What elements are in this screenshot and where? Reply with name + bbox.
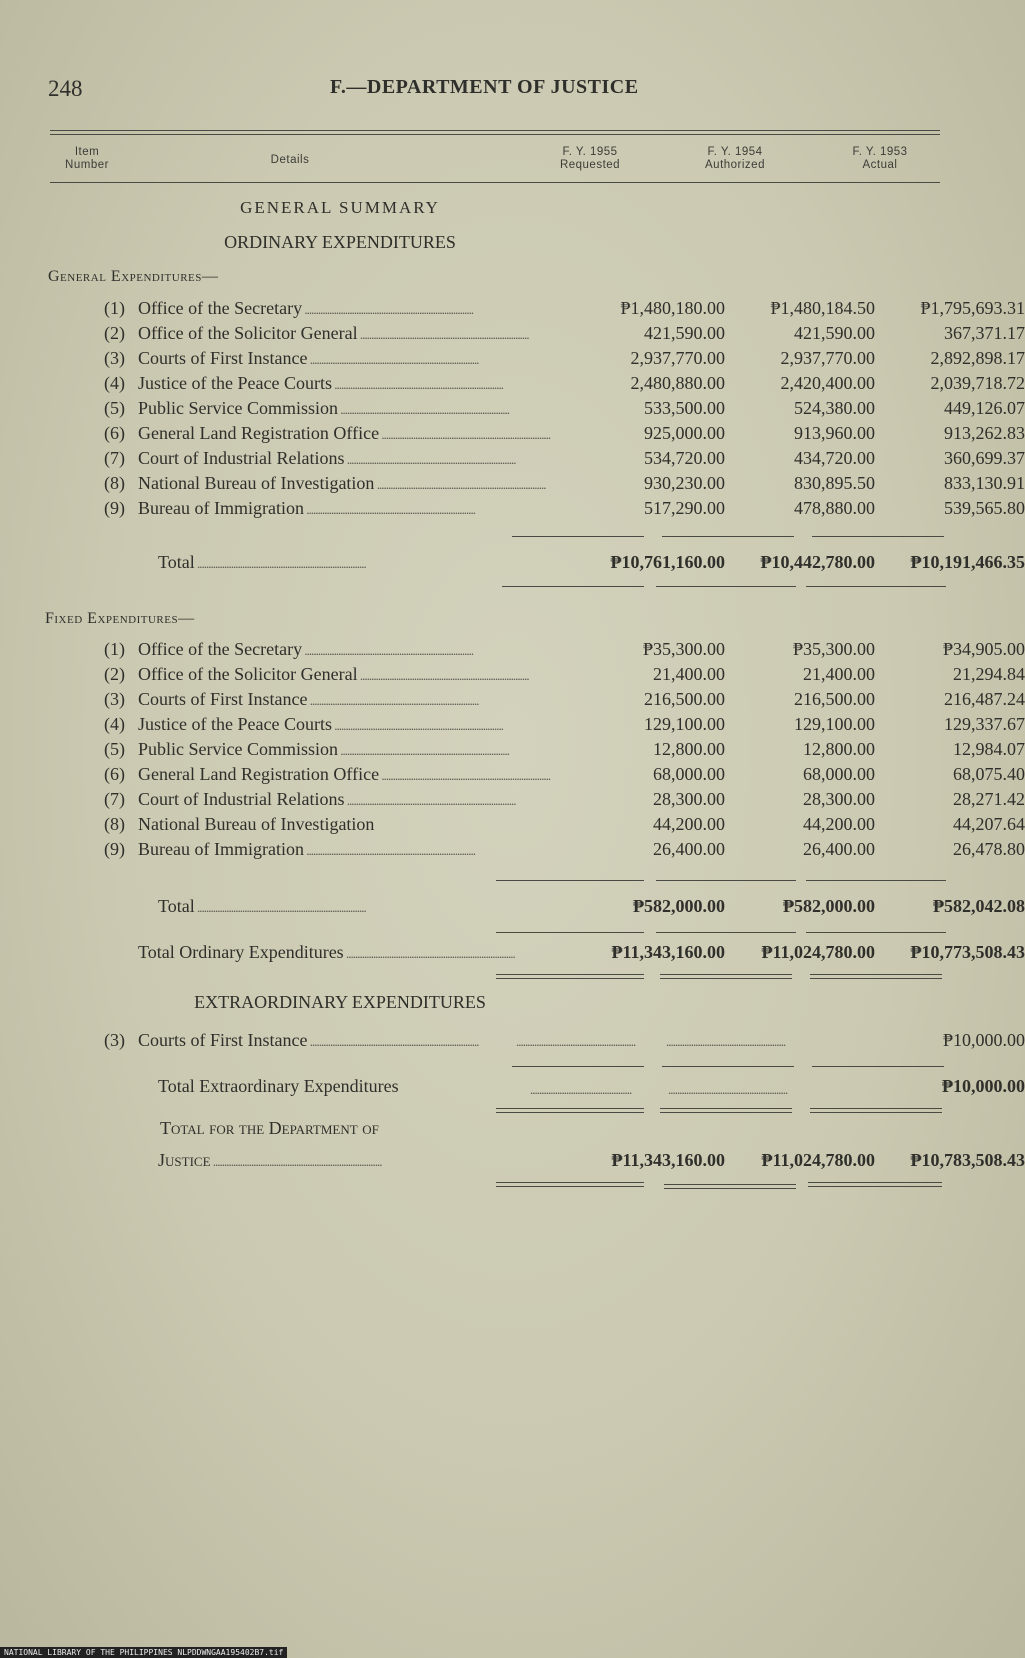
table-row bbox=[80, 396, 1025, 420]
item-detail: Office of the Secretary ..... bbox=[138, 296, 576, 322]
value-fy1954: 12,800.00 bbox=[803, 739, 875, 759]
table-row bbox=[80, 371, 1025, 395]
item-detail: Bureau of Immigration ..... bbox=[138, 496, 576, 522]
value-fy1954: 421,590.00 bbox=[794, 323, 875, 343]
value-fy1953: 539,565.80 bbox=[944, 498, 1025, 518]
value-fy1954: 68,000.00 bbox=[803, 764, 875, 784]
item-detail: Court of Industrial Relations ..... bbox=[138, 787, 576, 813]
double-rule-fy1955 bbox=[496, 1108, 644, 1113]
value-fy1953: 44,207.64 bbox=[953, 814, 1025, 834]
value-fy1955: 421,590.00 bbox=[644, 323, 725, 343]
item-number: (8) bbox=[104, 814, 125, 834]
total-label: Total Extraordinary Expenditures bbox=[158, 1076, 399, 1096]
total-label: Total for the Department of bbox=[160, 1118, 379, 1138]
value-fy1955: 21,400.00 bbox=[653, 664, 725, 684]
item-number: (9) bbox=[104, 498, 125, 518]
value-fy1953: 367,371.17 bbox=[944, 323, 1025, 343]
value-fy1955: 925,000.00 bbox=[644, 423, 725, 443]
item-number: (9) bbox=[104, 839, 125, 859]
item-number: (2) bbox=[104, 323, 125, 343]
total-fy1954: ₱11,024,780.00 bbox=[761, 1150, 875, 1170]
header-top-rule-2 bbox=[50, 134, 940, 135]
table-row bbox=[80, 837, 1025, 861]
value-fy1953: ₱10,000.00 bbox=[942, 1030, 1025, 1050]
value-fy1953: 216,487.24 bbox=[944, 689, 1025, 709]
value-fy1955: 2,937,770.00 bbox=[630, 348, 725, 368]
value-fy1954: ₱35,300.00 bbox=[792, 639, 875, 659]
value-fy1955: 44,200.00 bbox=[653, 814, 725, 834]
total-rule-fy1953 bbox=[806, 586, 946, 587]
blank-dots-fy1954: ..................................................... bbox=[666, 1034, 786, 1049]
item-detail: National Bureau of Investigation bbox=[138, 814, 375, 834]
value-fy1954: 26,400.00 bbox=[803, 839, 875, 859]
total-rule-fy1954 bbox=[656, 586, 796, 587]
table-row bbox=[80, 346, 1025, 370]
item-detail: Justice of the Peace Courts ..... bbox=[138, 712, 576, 738]
value-fy1954: 830,895.50 bbox=[794, 473, 875, 493]
grand-total-row bbox=[158, 1148, 1025, 1172]
total-label: Justice ..... bbox=[158, 1148, 494, 1174]
value-fy1953: 21,294.84 bbox=[953, 664, 1025, 684]
item-detail: General Land Registration Office ..... bbox=[138, 762, 576, 788]
double-rule-fy1954 bbox=[664, 1184, 796, 1189]
total-rule-fy1955 bbox=[496, 932, 644, 933]
subtotal-rule-fy1954 bbox=[662, 1066, 794, 1067]
total-fy1954: ₱10,442,780.00 bbox=[760, 552, 875, 572]
fixed-total-row bbox=[158, 894, 1025, 918]
item-number: (5) bbox=[104, 398, 125, 418]
total-fy1953: ₱10,773,508.43 bbox=[910, 942, 1025, 962]
table-row bbox=[80, 762, 1025, 786]
total-fy1955: ₱10,761,160.00 bbox=[610, 552, 725, 572]
double-rule-fy1953 bbox=[810, 1108, 942, 1113]
table-row bbox=[80, 687, 1025, 711]
item-detail: Public Service Commission ..... bbox=[138, 396, 576, 422]
running-head: F.—DEPARTMENT OF JUSTICE bbox=[330, 76, 639, 98]
item-detail: Office of the Solicitor General ..... bbox=[138, 321, 576, 347]
value-fy1953: 28,271.42 bbox=[953, 789, 1025, 809]
item-number: (3) bbox=[104, 689, 125, 709]
value-fy1954: 129,100.00 bbox=[794, 714, 875, 734]
value-fy1955: 12,800.00 bbox=[653, 739, 725, 759]
total-rule-fy1953 bbox=[806, 932, 946, 933]
subtotal-rule-fy1953 bbox=[812, 1066, 944, 1067]
header-bottom-rule bbox=[50, 182, 940, 183]
table-row bbox=[80, 637, 1025, 661]
total-fy1953: ₱10,783,508.43 bbox=[910, 1150, 1025, 1170]
table-row bbox=[80, 496, 1025, 520]
double-rule-fy1954 bbox=[660, 974, 792, 979]
item-number: (3) bbox=[104, 348, 125, 368]
value-fy1955: 2,480,880.00 bbox=[630, 373, 725, 393]
col-header-details: Details bbox=[270, 154, 310, 166]
col-header-fy1954: F. Y. 1954 Authorized bbox=[705, 146, 765, 171]
double-rule-fy1955 bbox=[496, 974, 644, 979]
item-detail: Justice of the Peace Courts ..... bbox=[138, 371, 576, 397]
value-fy1953: 360,699.37 bbox=[944, 448, 1025, 468]
item-number: (6) bbox=[104, 764, 125, 784]
total-fy1955: ₱11,343,160.00 bbox=[611, 942, 725, 962]
total-rule-fy1954 bbox=[656, 932, 796, 933]
subtotal-rule-fy1955 bbox=[512, 1066, 644, 1067]
item-detail: Court of Industrial Relations ..... bbox=[138, 446, 576, 472]
grand-total-label-line1 bbox=[160, 1116, 500, 1140]
item-detail: Courts of First Instance ..... bbox=[138, 1028, 558, 1054]
general-total-row bbox=[158, 550, 1025, 574]
item-detail: General Land Registration Office ..... bbox=[138, 421, 576, 447]
table-row bbox=[80, 296, 1025, 320]
total-label: Total ..... bbox=[158, 894, 494, 920]
ordinary-expenditures-title: ORDINARY EXPENDITURES bbox=[224, 232, 456, 252]
value-fy1955: 26,400.00 bbox=[653, 839, 725, 859]
table-row bbox=[80, 787, 1025, 811]
value-fy1955: ₱35,300.00 bbox=[642, 639, 725, 659]
table-row bbox=[80, 1028, 1025, 1052]
value-fy1954: 44,200.00 bbox=[803, 814, 875, 834]
item-number: (1) bbox=[104, 298, 125, 318]
value-fy1954: 913,960.00 bbox=[794, 423, 875, 443]
value-fy1954: 21,400.00 bbox=[803, 664, 875, 684]
table-row bbox=[80, 662, 1025, 686]
item-number: (1) bbox=[104, 639, 125, 659]
value-fy1953: 833,130.91 bbox=[944, 473, 1025, 493]
value-fy1955: 534,720.00 bbox=[644, 448, 725, 468]
header-top-rule bbox=[50, 130, 940, 131]
value-fy1953: 449,126.07 bbox=[944, 398, 1025, 418]
subtotal-rule-fy1953 bbox=[812, 536, 944, 537]
table-row bbox=[80, 471, 1025, 495]
total-fy1955: ₱11,343,160.00 bbox=[611, 1150, 725, 1170]
value-fy1955: 533,500.00 bbox=[644, 398, 725, 418]
item-number: (5) bbox=[104, 739, 125, 759]
value-fy1955: 216,500.00 bbox=[644, 689, 725, 709]
table-row bbox=[80, 421, 1025, 445]
scan-footer: NATIONAL LIBRARY OF THE PHILIPPINES NLPDDWNGAA195402B7.tif bbox=[0, 1647, 287, 1658]
total-fy1953: ₱10,191,466.35 bbox=[910, 552, 1025, 572]
value-fy1953: 26,478.80 bbox=[953, 839, 1025, 859]
table-row bbox=[80, 737, 1025, 761]
item-number: (3) bbox=[104, 1030, 125, 1050]
value-fy1954: 524,380.00 bbox=[794, 398, 875, 418]
item-detail: Office of the Solicitor General ..... bbox=[138, 662, 576, 688]
subtotal-rule-fy1955 bbox=[512, 536, 644, 537]
table-row bbox=[80, 812, 1025, 836]
table-row bbox=[80, 712, 1025, 736]
value-fy1954: 2,937,770.00 bbox=[780, 348, 875, 368]
total-label: Total ..... bbox=[158, 550, 494, 576]
value-fy1954: 216,500.00 bbox=[794, 689, 875, 709]
value-fy1955: 68,000.00 bbox=[653, 764, 725, 784]
value-fy1953: 129,337.67 bbox=[944, 714, 1025, 734]
item-detail: Public Service Commission ..... bbox=[138, 737, 576, 763]
value-fy1953: 12,984.07 bbox=[953, 739, 1025, 759]
item-detail: Courts of First Instance ..... bbox=[138, 687, 576, 713]
col-header-item: Item Number bbox=[65, 146, 109, 171]
col-header-fy1953: F. Y. 1953 Actual bbox=[852, 146, 908, 171]
double-rule-fy1953 bbox=[810, 974, 942, 979]
total-fy1955: ₱582,000.00 bbox=[633, 896, 725, 916]
total-fy1953: ₱582,042.08 bbox=[933, 896, 1025, 916]
item-number: (2) bbox=[104, 664, 125, 684]
item-number: (8) bbox=[104, 473, 125, 493]
value-fy1954: 478,880.00 bbox=[794, 498, 875, 518]
blank-dots-fy1954: ..................................................... bbox=[668, 1082, 788, 1097]
subtotal-rule-fy1954 bbox=[656, 880, 796, 881]
value-fy1954: 28,300.00 bbox=[803, 789, 875, 809]
general-expenditures-title: General Expenditures— bbox=[48, 268, 219, 285]
page-number: 248 bbox=[48, 76, 83, 101]
value-fy1955: 930,230.00 bbox=[644, 473, 725, 493]
item-detail: Bureau of Immigration ..... bbox=[138, 837, 576, 863]
item-number: (7) bbox=[104, 789, 125, 809]
table-row bbox=[80, 446, 1025, 470]
total-rule-fy1955 bbox=[502, 586, 644, 587]
value-fy1954: 2,420,400.00 bbox=[780, 373, 875, 393]
item-detail: Office of the Secretary ..... bbox=[138, 637, 576, 663]
extraordinary-expenditures-title: EXTRAORDINARY EXPENDITURES bbox=[194, 992, 486, 1012]
value-fy1953: ₱1,795,693.31 bbox=[920, 298, 1025, 318]
value-fy1953: 68,075.40 bbox=[953, 764, 1025, 784]
subtotal-rule-fy1955 bbox=[496, 880, 644, 881]
value-fy1955: 28,300.00 bbox=[653, 789, 725, 809]
item-detail: Courts of First Instance ..... bbox=[138, 346, 576, 372]
total-fy1953: ₱10,000.00 bbox=[942, 1076, 1025, 1096]
item-number: (7) bbox=[104, 448, 125, 468]
value-fy1955: 129,100.00 bbox=[644, 714, 725, 734]
value-fy1955: 517,290.00 bbox=[644, 498, 725, 518]
double-rule-fy1954 bbox=[660, 1108, 792, 1113]
general-summary-title: GENERAL SUMMARY bbox=[240, 198, 440, 217]
subtotal-rule-fy1954 bbox=[662, 536, 794, 537]
double-rule-fy1955 bbox=[496, 1182, 644, 1187]
double-rule-fy1953 bbox=[808, 1182, 942, 1187]
item-number: (6) bbox=[104, 423, 125, 443]
value-fy1953: 2,039,718.72 bbox=[930, 373, 1025, 393]
fixed-expenditures-title: Fixed Expenditures— bbox=[45, 610, 195, 627]
item-detail: National Bureau of Investigation ..... bbox=[138, 471, 576, 497]
value-fy1954: ₱1,480,184.50 bbox=[770, 298, 875, 318]
total-fy1954: ₱11,024,780.00 bbox=[761, 942, 875, 962]
col-header-fy1955: F. Y. 1955 Requested bbox=[559, 146, 621, 171]
subtotal-rule-fy1953 bbox=[806, 880, 946, 881]
value-fy1955: ₱1,480,180.00 bbox=[620, 298, 725, 318]
item-number: (4) bbox=[104, 714, 125, 734]
value-fy1953: 2,892,898.17 bbox=[930, 348, 1025, 368]
value-fy1953: 913,262.83 bbox=[944, 423, 1025, 443]
total-fy1954: ₱582,000.00 bbox=[783, 896, 875, 916]
item-number: (4) bbox=[104, 373, 125, 393]
total-label: Total Ordinary Expenditures ..... bbox=[138, 940, 494, 966]
total-ordinary-row bbox=[138, 940, 1025, 964]
value-fy1954: 434,720.00 bbox=[794, 448, 875, 468]
table-row bbox=[80, 321, 1025, 345]
blank-dots-fy1955: ............................................. bbox=[530, 1082, 632, 1097]
value-fy1953: ₱34,905.00 bbox=[942, 639, 1025, 659]
blank-dots-fy1955: ..................................................... bbox=[516, 1034, 636, 1049]
